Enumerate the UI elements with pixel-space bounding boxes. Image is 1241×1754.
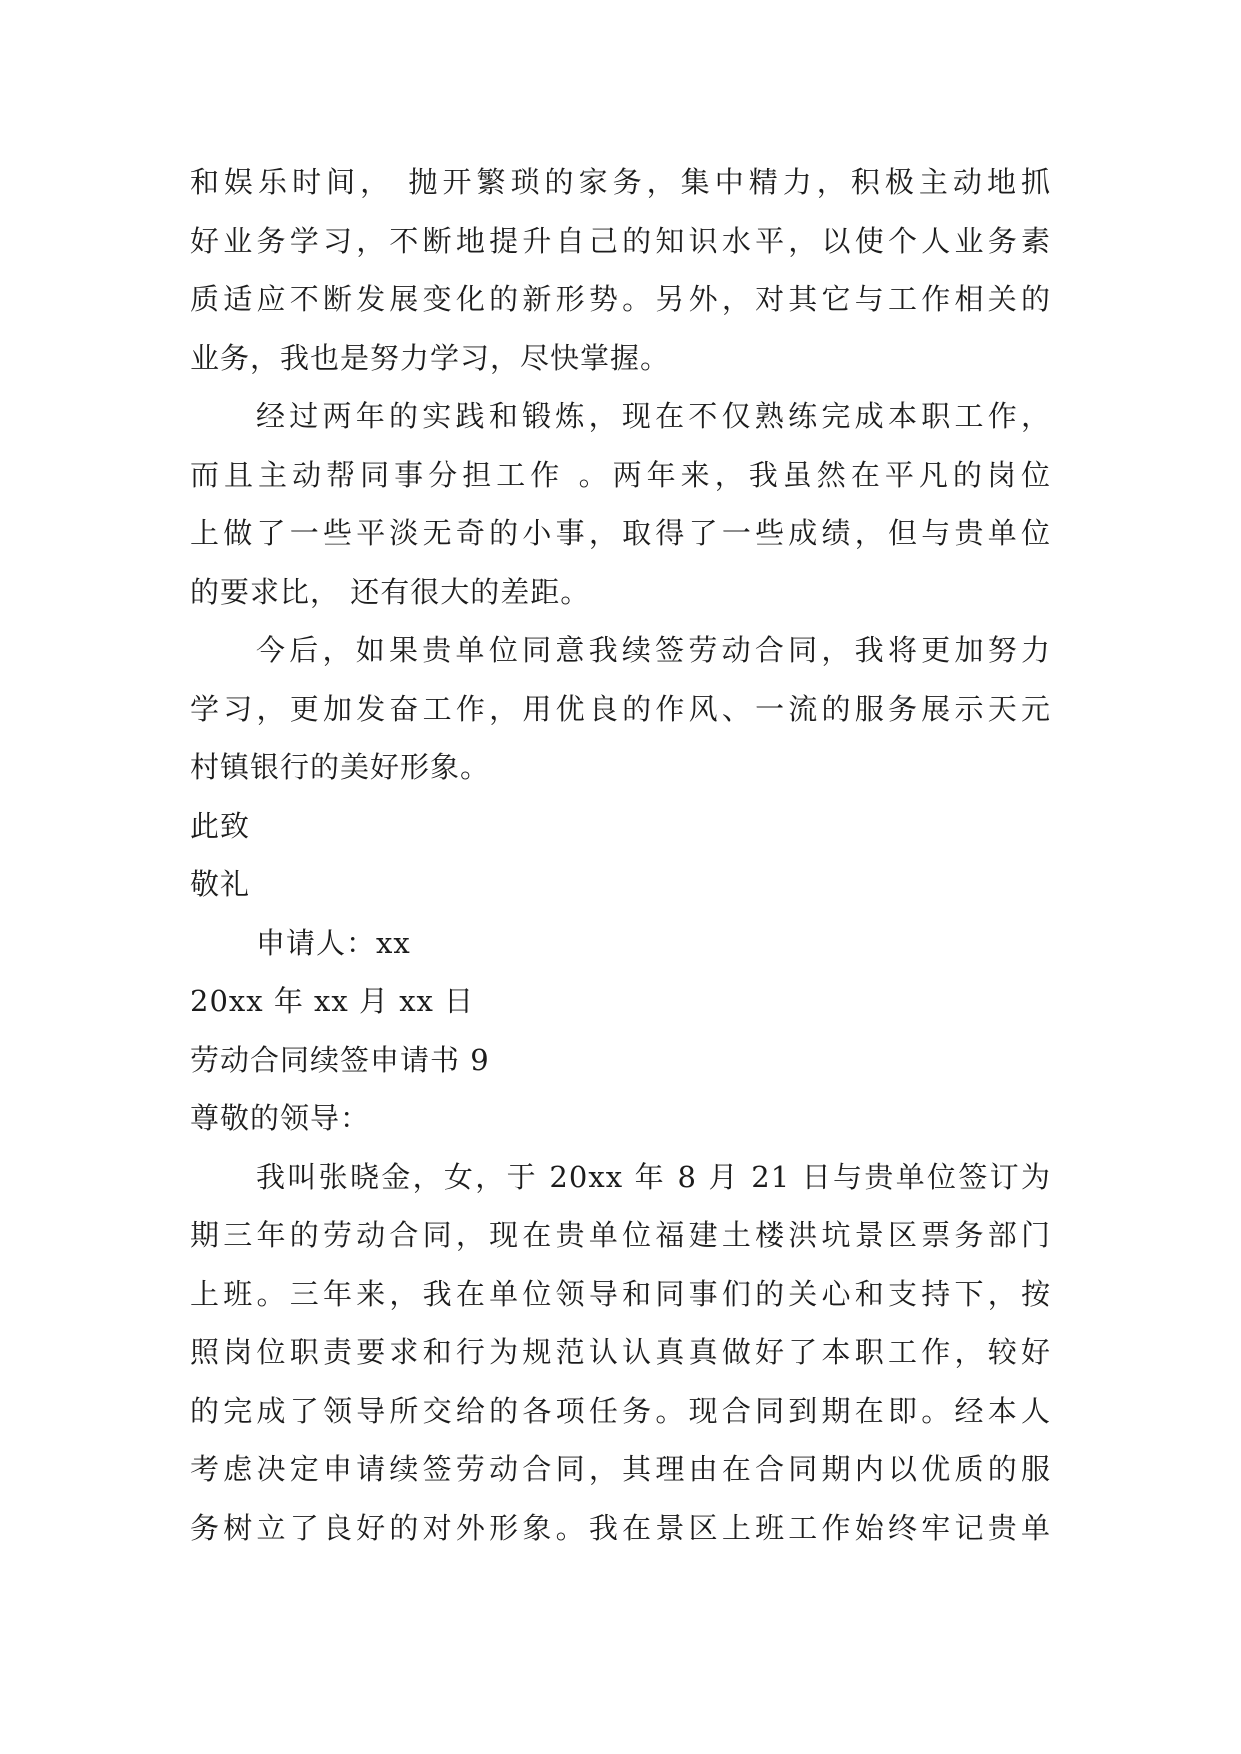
- paragraph-line: 今后，如果贵单位同意我续签劳动合同，我将更加努力: [256, 633, 1051, 667]
- regards-line: 敬礼: [190, 867, 251, 901]
- paragraph-line: 期三年的劳动合同，现在贵单位福建土楼洪坑景区票务部门: [190, 1218, 1051, 1252]
- paragraph-line: 经过两年的实践和锻炼，现在不仅熟练完成本职工作，: [256, 399, 1051, 433]
- paragraph-line: 考虑决定申请续签劳动合同，其理由在合同期内以优质的服: [190, 1452, 1051, 1486]
- paragraph-line: 上班。三年来，我在单位领导和同事们的关心和支持下，按: [190, 1276, 1051, 1311]
- paragraph-line: 上做了一些平淡无奇的小事，取得了一些成绩，但与贵单位: [190, 516, 1051, 550]
- paragraph-line: 照岗位职责要求和行为规范认认真真做好了本职工作，较好: [190, 1335, 1051, 1369]
- paragraph-line: 村镇银行的美好形象。: [190, 750, 491, 784]
- paragraph-line: 的完成了领导所交给的各项任务。现合同到期在即。经本人: [190, 1393, 1051, 1428]
- applicant-line: 申请人：xx: [256, 925, 411, 960]
- letter-title: 劳动合同续签申请书 9: [190, 1042, 490, 1077]
- paragraph-line: 我叫张晓金，女，于 20xx 年 8 月 21 日与贵单位签订为: [256, 1159, 1051, 1194]
- paragraph-line: 质适应不断发展变化的新形势。另外，对其它与工作相关的: [190, 282, 1051, 316]
- date-line: 20xx 年 xx 月 xx 日: [190, 984, 475, 1018]
- paragraph-line: 好业务学习，不断地提升自己的知识水平，以使个人业务素: [190, 223, 1051, 258]
- closing-line: 此致: [190, 808, 251, 843]
- paragraph-line: 务树立了良好的对外形象。我在景区上班工作始终牢记贵单: [190, 1510, 1051, 1545]
- paragraph-line: 学习，更加发奋工作，用优良的作风、一流的服务展示天元: [190, 691, 1051, 726]
- paragraph-line: 业务，我也是努力学习，尽快掌握。: [190, 340, 671, 375]
- paragraph-line: 的要求比， 还有很大的差距。: [190, 574, 591, 609]
- paragraph-line: 和娱乐时间， 抛开繁琐的家务，集中精力，积极主动地抓: [190, 165, 1051, 199]
- document-body: [190, 153, 1051, 1557]
- greeting-line: 尊敬的领导：: [190, 1101, 371, 1135]
- paragraph-line: 而且主动帮同事分担工作 。两年来，我虽然在平凡的岗位: [190, 457, 1051, 492]
